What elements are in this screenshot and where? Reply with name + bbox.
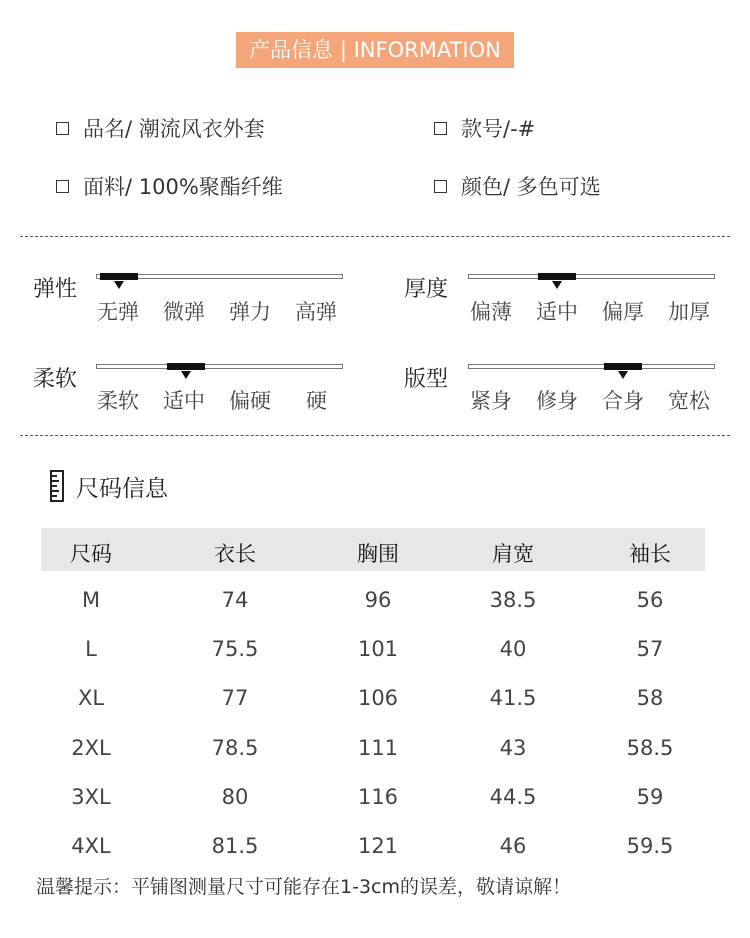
scale-option: 合身: [602, 389, 644, 413]
table-cell: 116: [357, 784, 399, 809]
scale-option: 高弹: [295, 300, 337, 324]
info-banner: 产品信息 | INFORMATION: [236, 32, 514, 68]
table-cell: 101: [357, 637, 399, 662]
arrow-down-icon: [181, 371, 191, 379]
table-cell: 74: [221, 588, 249, 612]
scale-track: [468, 274, 715, 279]
size-table-header-cell: 肩宽: [492, 542, 534, 566]
checkbox-square-icon: [434, 180, 447, 193]
size-section-title: 尺码信息: [76, 476, 168, 502]
arrow-down-icon: [618, 371, 628, 379]
scale-option: 硬: [306, 389, 327, 413]
scale-option: 紧身: [470, 389, 512, 413]
table-cell: 46: [499, 834, 527, 858]
table-cell: 80: [221, 784, 249, 809]
scale-option: 偏硬: [229, 389, 271, 413]
divider: [20, 236, 730, 237]
attribute-label: 版型: [404, 367, 449, 392]
checkbox-square-icon: [56, 180, 69, 193]
scale-option: 偏厚: [602, 300, 644, 324]
ruler-icon: [50, 470, 64, 502]
table-cell: 58.5: [626, 735, 674, 760]
info-item-fabric: [56, 174, 283, 200]
arrow-down-icon: [114, 281, 124, 289]
scale-track: [468, 364, 715, 369]
scale-option: 柔软: [97, 389, 139, 413]
scale-option: 弹力: [229, 300, 271, 324]
table-cell: 38.5: [489, 588, 537, 612]
scale-option: 微弹: [163, 300, 205, 324]
scale-option: 宽松: [668, 389, 710, 413]
size-table-header-cell: 尺码: [70, 542, 112, 566]
scale-option: 无弹: [97, 300, 139, 324]
attribute-label: 弹性: [33, 277, 78, 302]
arrow-down-icon: [552, 281, 562, 289]
info-fabric-text: 面料/ 100%聚酯纤维: [83, 175, 283, 199]
table-cell: 41.5: [489, 686, 537, 711]
table-cell: 106: [357, 686, 399, 711]
table-cell: 3XL: [71, 784, 111, 809]
scale-marker: [604, 363, 642, 370]
table-cell: L: [85, 637, 97, 662]
table-cell: 59: [636, 784, 664, 809]
table-cell: 40: [499, 637, 527, 662]
table-cell: 111: [357, 735, 399, 760]
scale-marker: [538, 273, 576, 280]
table-cell: 78.5: [211, 735, 259, 760]
info-name-text: 品名/ 潮流风衣外套: [83, 117, 265, 141]
scale-option: 适中: [536, 300, 578, 324]
scale-option: 修身: [536, 389, 578, 413]
size-table-header-cell: 袖长: [629, 542, 671, 566]
table-cell: 96: [364, 588, 392, 612]
size-table-header-cell: 胸围: [357, 542, 399, 566]
scale-marker: [167, 363, 205, 370]
checkbox-square-icon: [434, 122, 447, 135]
attribute-label: 柔软: [33, 367, 78, 392]
scale-option: 加厚: [668, 300, 710, 324]
info-item-model: [434, 116, 535, 142]
divider: [20, 435, 730, 436]
table-cell: 81.5: [211, 834, 259, 858]
table-cell: 43: [499, 735, 527, 760]
info-model-text: 款号/-#: [461, 117, 536, 141]
table-cell: 56: [636, 588, 664, 612]
table-cell: 59.5: [626, 834, 674, 858]
scale-option: 适中: [163, 389, 205, 413]
scale-marker: [100, 273, 138, 280]
table-cell: 77: [221, 686, 249, 711]
table-cell: 75.5: [211, 637, 259, 662]
table-cell: 121: [357, 834, 399, 858]
table-cell: 44.5: [489, 784, 537, 809]
table-cell: XL: [77, 686, 105, 711]
table-cell: 57: [636, 637, 664, 662]
size-table-header-cell: 衣长: [214, 542, 256, 566]
table-cell: 2XL: [71, 735, 111, 760]
table-cell: 4XL: [71, 834, 111, 858]
scale-track: [96, 364, 343, 369]
table-cell: 58: [636, 686, 664, 711]
info-item-color: [434, 174, 601, 200]
attribute-label: 厚度: [404, 277, 449, 302]
info-color-text: 颜色/ 多色可选: [461, 175, 601, 199]
scale-option: 偏薄: [470, 300, 512, 324]
info-item-name: [56, 116, 265, 142]
measurement-tip: 温馨提示：平铺图测量尺寸可能存在1-3cm的误差，敬请谅解！: [36, 876, 571, 898]
checkbox-square-icon: [56, 122, 69, 135]
table-cell: M: [81, 588, 101, 612]
